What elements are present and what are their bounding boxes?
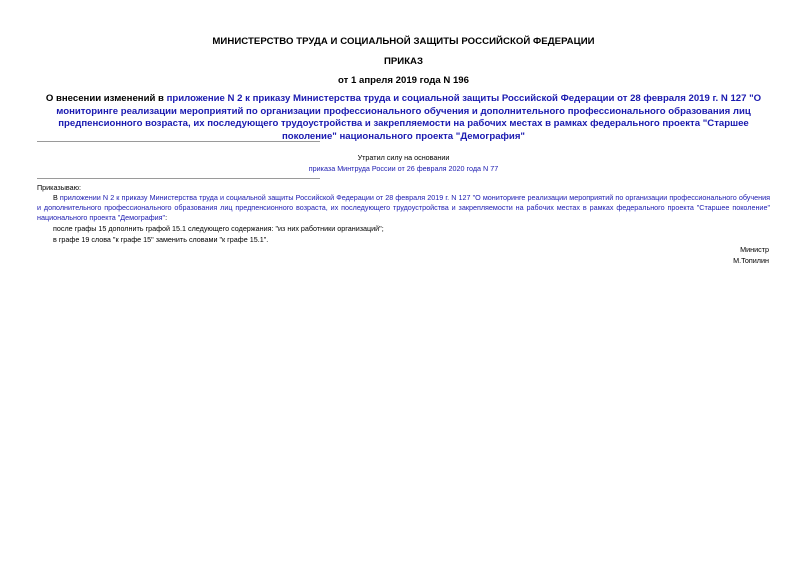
main-paragraph <box>37 193 770 223</box>
main-prefix: В <box>53 193 60 202</box>
lost-force-link[interactable]: приказа Минтруда России от 26 февраля 2020 года N 77 <box>308 164 499 173</box>
divider-top <box>37 141 320 142</box>
document-subject <box>30 93 777 143</box>
subject-prefix: О внесении изменений в <box>45 93 167 104</box>
lost-force-notice: Утратил силу на основании <box>357 153 450 162</box>
divider-bottom <box>37 178 320 179</box>
signatory-position: Министр <box>740 245 769 254</box>
order-word: Приказываю: <box>37 183 81 192</box>
change-item-1: после графы 15 дополнить графой 15.1 следующего содержания: "из них работники организаций"; <box>53 224 384 233</box>
signatory-name: М.Топилин <box>733 256 769 265</box>
ministry-heading: МИНИСТЕРСТВО ТРУДА И СОЦИАЛЬНОЙ ЗАЩИТЫ РОССИЙСКОЙ ФЕДЕРАЦИИ <box>212 36 595 47</box>
change-item-2: в графе 19 слова "к графе 15" заменить словами "к графе 15.1". <box>53 235 269 244</box>
document-type: ПРИКАЗ <box>384 56 423 67</box>
main-suffix: : <box>165 213 168 222</box>
document-date-number: от 1 апреля 2019 года N 196 <box>338 75 469 86</box>
main-link[interactable]: приложении N 2 к приказу Министерства труда и социальной защиты Российской Федерации от 28 февраля 2019 г. N 127 "О мониторинге реализации мероприятий по организации профессионального обучения и дополнительного профессионального образования лиц предпенсионного возраста, их последующего трудоустройства и закрепляемости на рабочих местах в рамках федерального проекта "Старшее поколение" национального проекта "Демография" <box>37 193 770 222</box>
subject-link[interactable]: приложение N 2 к приказу Министерства труда и социальной защиты Российской Федерации от 28 февраля 2019 г. N 127 "О мониторинге реализации мероприятий по организации профессионального обучения и дополнительного профессионального образования лиц предпенсионного возраста, их последующего трудоустройства и закрепляемости на рабочих местах в рамках федерального проекта "Старшее поколение" национального проекта "Демография" <box>56 93 762 142</box>
